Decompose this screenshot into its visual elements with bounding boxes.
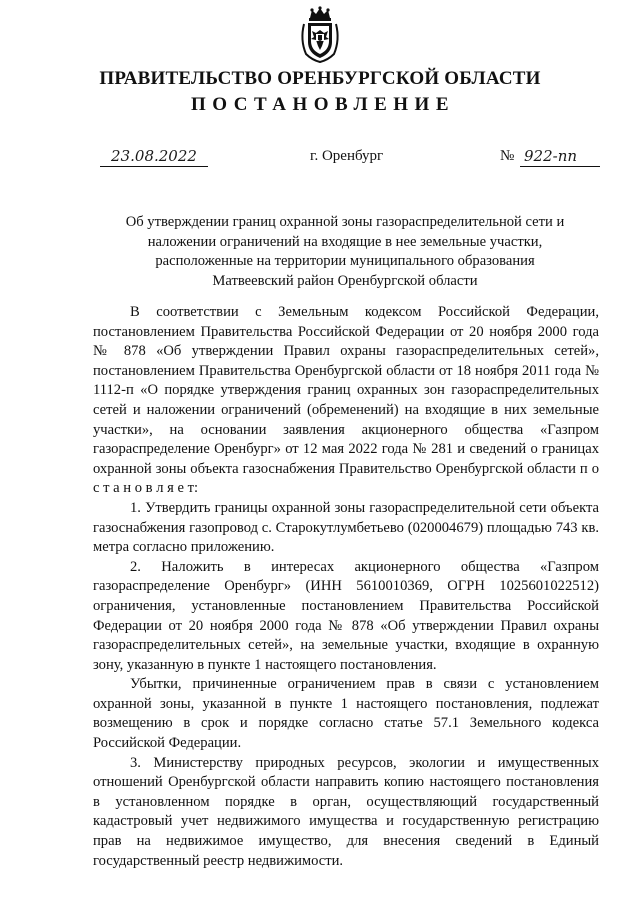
body-paragraph-item-1: 1. Утвердить границы охранной зоны газораспределительной сети объекта газоснабжения газопровод с. Старокутлумбетьево (020004679) площадью 743 кв. метра согласно приложению. bbox=[93, 499, 599, 556]
date-number-row bbox=[100, 146, 600, 170]
body-paragraph-losses: Убытки, причиненные ограничением прав в связи с установлением охранной зоны, указанной в пункте 1 настоящего постановления, подлежат возмещению в срок и порядке согласно статье 57.1 Земельного кодекса Российской Федерации. bbox=[93, 676, 599, 752]
body-paragraph-item-2: 2. Наложить в интересах акционерного общества «Газпром газораспределение Оренбург» (ИНН 5610010369, ОГРН 1025601022512) ограничения, установленные постановлением Правительства Российской Федерации от 20 ноября 2000 года № 878 «Об утверждении Правил охраны газораспределительных сетей», на земельные участки, входящие в охранную зону, указанную в пункте 1 настоящего постановления. bbox=[93, 558, 599, 673]
document-body bbox=[93, 303, 599, 871]
number-sign: № bbox=[500, 148, 515, 164]
document-type-title: ПОСТАНОВЛЕНИЕ bbox=[190, 94, 456, 115]
body-paragraph-item-3: 3. Министерству природных ресурсов, экологии и имущественных отношений Оренбургской области направить копию настоящего постановления в установленном порядке в орган, осуществляющий государственный кадастровый учет недвижимого имущества и государственную регистрацию прав на недвижимое имущество, для внесения сведений в Единый государственный реестр недвижимости. bbox=[93, 754, 599, 869]
government-title: ПРАВИТЕЛЬСТВО ОРЕНБУРГСКОЙ ОБЛАСТИ bbox=[99, 68, 541, 89]
document-city: г. Оренбург bbox=[310, 148, 384, 164]
title-line: расположенные на территории муниципального образования bbox=[155, 253, 535, 269]
document-date: 23.08.2022 bbox=[100, 146, 208, 167]
coat-of-arms-emblem bbox=[298, 6, 342, 64]
document-number: 922-пп bbox=[520, 146, 600, 167]
title-line: Матвеевский район Оренбургской области bbox=[212, 272, 478, 289]
body-paragraph-preamble: В соответствии с Земельным кодексом Российской Федерации, постановлением Правительства Российской Федерации от 20 ноября 2000 года № 878 «Об утверждении Правил охраны газораспределительных сетей», постановлением Правительства Оренбургской области от 18 ноября 2011 года № 1112-п «О порядке утверждения границ охранных зон газораспределительных сетей и наложении ограничений (обременений) на входящие в них земельные участки», на основании заявления акционерного общества «Газпром газораспределение Оренбург» от 12 мая 2022 года № 281 и сведений о границах охранной зоны объекта газоснабжения Правительство Оренбургской области п о с т а н о в л я е т: bbox=[93, 304, 599, 497]
title-line: наложении ограничений на входящие в нее земельные участки, bbox=[147, 233, 543, 250]
document-subject-title bbox=[90, 213, 600, 291]
title-line: Об утверждении границ охранной зоны газораспределительной сети и bbox=[125, 214, 565, 230]
